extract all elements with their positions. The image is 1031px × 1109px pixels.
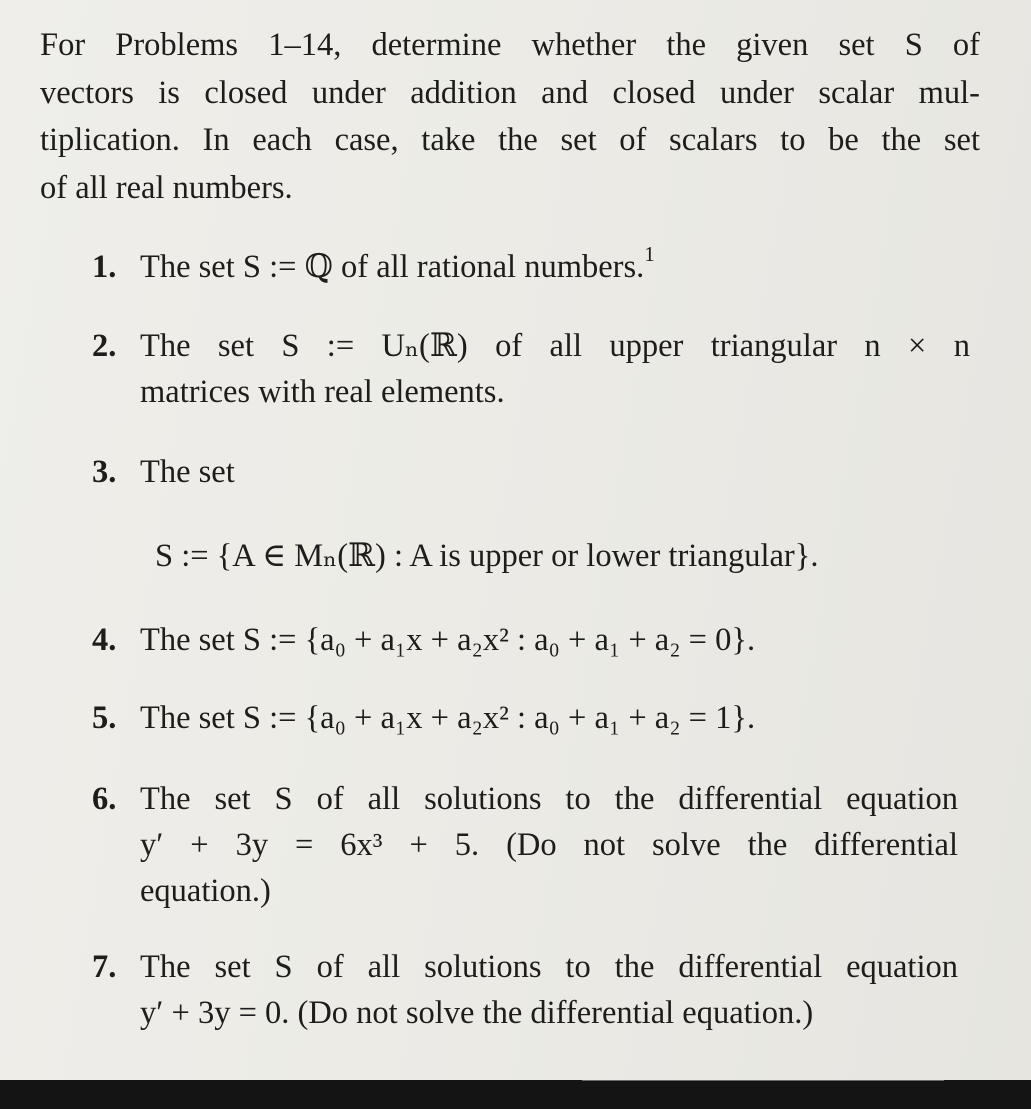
problem-text-line-1: The set S of all solutions to the differential equation — [140, 781, 958, 817]
instructions-line-2: vectors is closed under addition and closed under scalar mul- — [40, 74, 980, 111]
problem-text: The set — [140, 454, 235, 490]
problem-text-line-2: y′ + 3y = 0. (Do not solve the differential equation.) — [140, 995, 814, 1031]
problem-text-line-1: The set S of all solutions to the differential equation — [140, 949, 958, 985]
problem-number: 7. — [92, 949, 117, 985]
instructions-line-3: tiplication. In each case, take the set of scalars to be the set — [40, 122, 980, 158]
problem-3-display-equation: S := {A ∈ Mₙ(ℝ) : A is upper or lower triangular}. — [155, 538, 819, 574]
instructions-line-4: of all real numbers. — [40, 169, 293, 206]
desk-edge-shadow — [0, 1080, 1031, 1109]
problem-text-line-2: y′ + 3y = 6x³ + 5. (Do not solve the differential — [140, 827, 958, 863]
problem-text: The set S := {a₀ + a₁x + a₂x² : a₀ + a₁ + a₂ = 0}. — [140, 622, 756, 658]
problem-number: 4. — [92, 622, 117, 658]
problem-number: 6. — [92, 781, 117, 817]
footnote-rule — [582, 1080, 944, 1081]
problem-text: The set S := ℚ of all rational numbers. — [140, 249, 645, 285]
problem-set-instructions — [40, 22, 980, 212]
instructions-line-1: For Problems 1–14, determine whether the given set S of — [40, 27, 980, 63]
problem-number: 3. — [92, 454, 117, 490]
problem-text-line-1: The set S := Uₙ(ℝ) of all upper triangular n × n — [140, 328, 970, 364]
problem-number: 2. — [92, 328, 117, 364]
problem-text: The set S := {a₀ + a₁x + a₂x² : a₀ + a₁ + a₂ = 1}. — [140, 700, 756, 736]
footnote-marker: 1 — [644, 242, 655, 267]
problem-number: 1. — [92, 249, 117, 285]
problem-number: 5. — [92, 700, 117, 736]
problem-text-line-2: matrices with real elements. — [140, 374, 505, 410]
problem-text-line-3: equation.) — [140, 873, 271, 909]
